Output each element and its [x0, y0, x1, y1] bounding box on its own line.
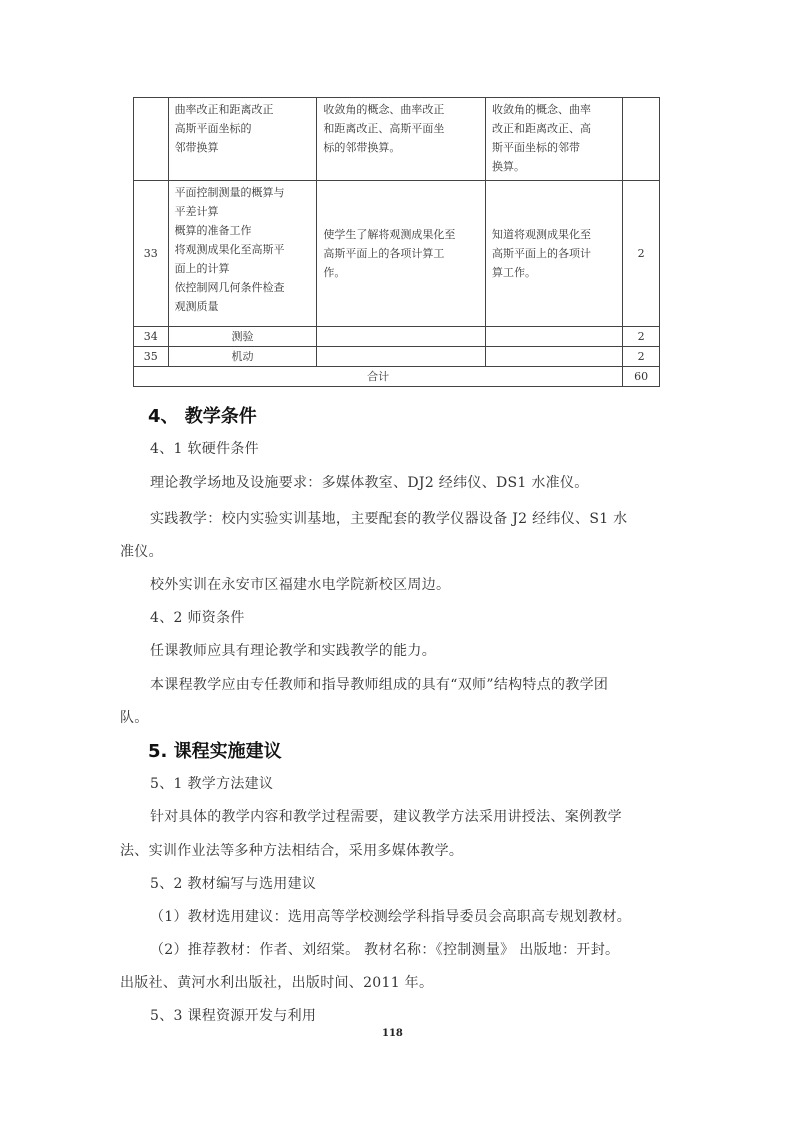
- cell-line: 高斯平面上的各项计: [492, 247, 592, 260]
- paragraph-continuation: 出版社、黄河水利出版社，出版时间、2011 年。: [120, 975, 434, 991]
- cell-content: 测验: [168, 327, 317, 347]
- cell-content: [168, 98, 317, 181]
- cell-line: 和距离改正、高斯平面坐: [323, 122, 445, 135]
- cell-hours: [623, 98, 660, 181]
- table-row: [134, 347, 660, 367]
- section-4-heading: 4、 教学条件: [148, 406, 257, 427]
- cell-content: 机动: [168, 347, 317, 367]
- cell-hours: 2: [623, 327, 660, 347]
- cell-objectives: [317, 327, 486, 347]
- cell-line: 换算。: [492, 160, 526, 173]
- cell-line: 收敛角的概念、曲率改正: [323, 103, 445, 116]
- cell-requirements: [486, 327, 623, 347]
- cell-hours: 2: [623, 347, 660, 367]
- cell-line: 改正和距离改正、高: [492, 122, 592, 135]
- cell-line: 知道将观测成果化至: [492, 228, 592, 241]
- paragraph: 实践教学：校内实验实训基地，主要配套的教学仪器设备 J2 经纬仪、S1 水: [150, 511, 628, 527]
- subsection-4-1-heading: 4、1 软硬件条件: [150, 441, 259, 457]
- cell-line: 高斯平面上的各项计算工: [323, 247, 445, 260]
- paragraph: 理论教学场地及设施要求：多媒体教室、DJ2 经纬仪、DS1 水准仪。: [150, 475, 589, 491]
- cell-line: 收敛角的概念、曲率: [492, 103, 592, 116]
- subsection-4-2-heading: 4、2 师资条件: [150, 610, 245, 626]
- cell-line: 高斯平面坐标的: [174, 122, 252, 135]
- cell-number: [134, 98, 169, 181]
- table-row: [134, 181, 660, 327]
- paragraph: 本课程教学应由专任教师和指导教师组成的具有“双师”结构特点的教学团: [150, 677, 609, 693]
- cell-line: 观测质量: [174, 300, 219, 313]
- cell-line: 作。: [323, 266, 346, 279]
- paragraph: 针对具体的教学内容和教学过程需要，建议教学方法采用讲授法、案例教学: [150, 809, 622, 825]
- cell-line: 斯平面坐标的邻带: [492, 141, 581, 154]
- cell-content: [168, 181, 317, 327]
- table-row: [134, 98, 660, 181]
- cell-line: 面上的计算: [174, 262, 230, 275]
- cell-line: 算工作。: [492, 266, 537, 279]
- page-number: 118: [382, 1028, 403, 1039]
- cell-line: 平差计算: [174, 205, 219, 218]
- total-hours: 60: [623, 367, 660, 387]
- cell-objectives: [317, 347, 486, 367]
- cell-objectives: [317, 181, 486, 327]
- cell-number: 35: [134, 347, 169, 367]
- cell-line: 邻带换算: [174, 141, 219, 154]
- cell-line: 依控制网几何条件检查: [174, 281, 285, 294]
- cell-requirements: [486, 98, 623, 181]
- paragraph: （2）推荐教材：作者、刘绍棠。 教材名称：《控制测量》 出版地：开封。: [150, 942, 620, 958]
- subsection-5-1-heading: 5、1 教学方法建议: [150, 776, 274, 792]
- paragraph: 任课教师应具有理论教学和实践教学的能力。: [150, 643, 436, 659]
- cell-line: 标的邻带换算。: [323, 141, 401, 154]
- cell-line: 曲率改正和距离改正: [174, 103, 274, 116]
- paragraph: 校外实训在永安市区福建水电学院新校区周边。: [150, 577, 451, 593]
- paragraph: （1）教材选用建议：选用高等学校测绘学科指导委员会高职高专规划教材。: [150, 909, 632, 925]
- cell-objectives: [317, 98, 486, 181]
- cell-line: 将观测成果化至高斯平: [174, 243, 285, 256]
- subsection-5-3-heading: 5、3 课程资源开发与利用: [150, 1008, 317, 1024]
- table-total-row: [134, 367, 660, 387]
- cell-hours: 2: [623, 181, 660, 327]
- paragraph-continuation: 法、实训作业法等多种方法相结合，采用多媒体教学。: [120, 843, 464, 859]
- paragraph-continuation: 队。: [120, 710, 149, 726]
- cell-line: 概算的准备工作: [174, 224, 252, 237]
- cell-line: 平面控制测量的概算与: [174, 186, 285, 199]
- cell-requirements: [486, 347, 623, 367]
- paragraph-continuation: 准仪。: [120, 544, 163, 560]
- table-row: [134, 327, 660, 347]
- cell-line: 使学生了解将观测成果化至: [323, 228, 456, 241]
- course-schedule-table: [133, 97, 660, 387]
- section-5-heading: 5. 课程实施建议: [148, 741, 282, 762]
- cell-requirements: [486, 181, 623, 327]
- cell-number: 34: [134, 327, 169, 347]
- total-label: 合计: [134, 367, 623, 387]
- subsection-5-2-heading: 5、2 教材编写与选用建议: [150, 876, 317, 892]
- cell-number: 33: [134, 181, 169, 327]
